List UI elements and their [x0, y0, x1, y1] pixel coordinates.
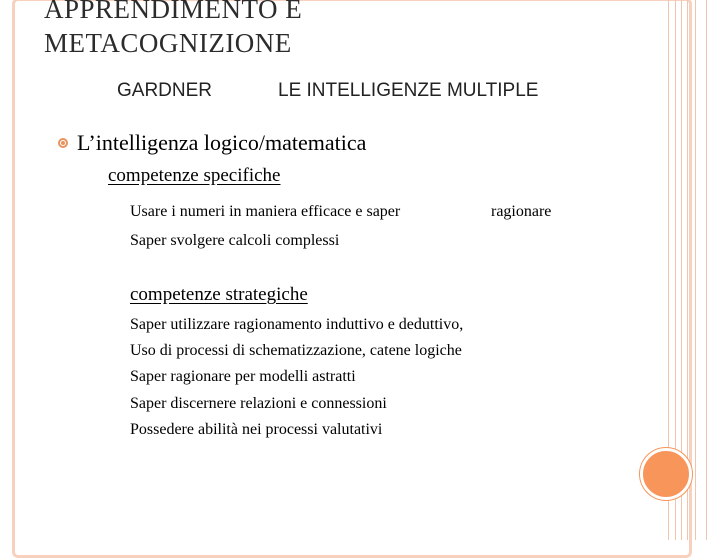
slide-title — [44, 0, 644, 60]
side-outer-line — [706, 0, 707, 540]
specific-item: ragionare — [491, 203, 552, 220]
circle-bullet-icon — [58, 138, 68, 148]
bullet-item — [58, 130, 366, 156]
specific-item: Usare i numeri in maniera efficace e saper — [130, 203, 401, 220]
strategic-item: Saper ragionare per modelli astratti — [130, 368, 356, 385]
title-line-1: APPRENDIMENTO E — [44, 0, 303, 24]
title-line-2: METACOGNIZIONE — [44, 28, 292, 58]
specific-skills-heading: competenze specifiche — [108, 165, 281, 186]
bullet-text: L’intelligenza logico/matematica — [77, 130, 367, 155]
orange-circle-decoration — [640, 448, 692, 500]
subtitle-gardner: GARDNER — [117, 80, 213, 101]
strategic-item: Uso di processi di schematizzazione, catene logiche — [130, 342, 462, 359]
strategic-item: Saper discernere relazioni e connessioni — [130, 395, 387, 412]
specific-item: Saper svolgere calcoli complessi — [130, 232, 340, 249]
strategic-item: Saper utilizzare ragionamento induttivo e deduttivo, — [130, 316, 464, 333]
strategic-skills-heading: competenze strategiche — [130, 284, 308, 305]
strategic-item: Possedere abilità nei processi valutativi — [130, 421, 383, 438]
subtitle-multiple-intelligences: LE INTELLIGENZE MULTIPLE — [278, 80, 539, 101]
